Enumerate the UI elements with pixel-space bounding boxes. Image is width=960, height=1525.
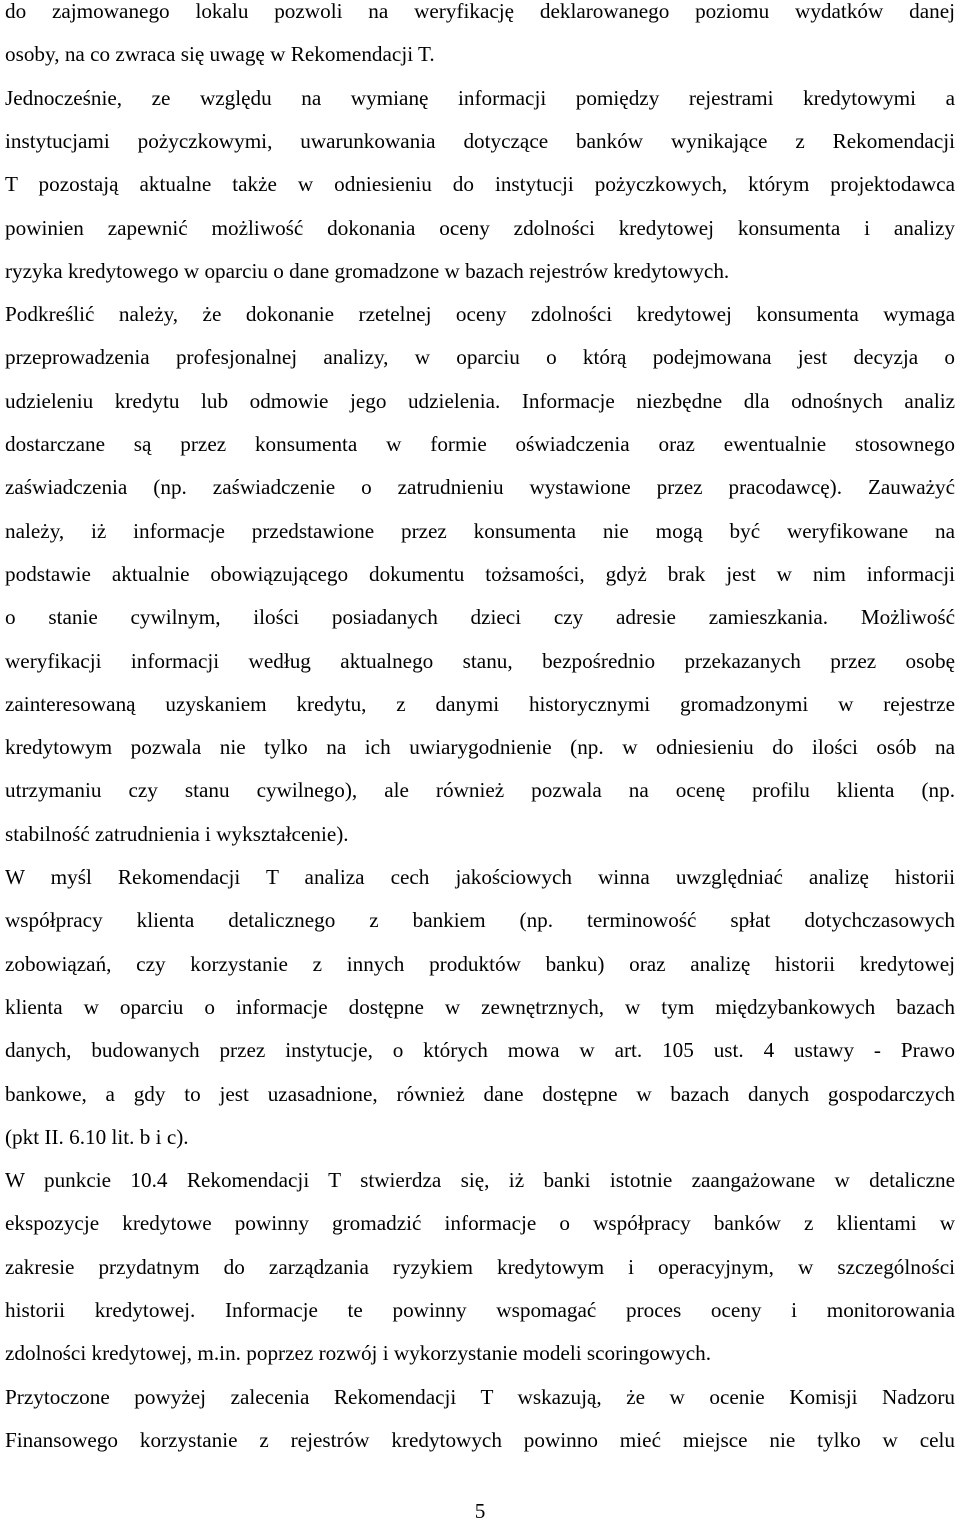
body-text-line: bankowe, a gdy to jest uzasadnione, również dane dostępne w bazach danych gospodarczych	[5, 1081, 955, 1106]
body-text-line: dostarczane są przez konsumenta w formie oświadczenia oraz ewentualnie stosownego	[5, 432, 955, 456]
body-text-line: Jednocześnie, ze względu na wymianę informacji pomiędzy rejestrami kredytowymi a	[5, 85, 955, 110]
body-text-line: klienta w oparciu o informacje dostępne w zewnętrznych, w tym międzybankowych bazach	[5, 994, 955, 1019]
body-text-line: ekspozycje kredytowe powinny gromadzić informacje o współpracy banków z klientami w	[5, 1211, 955, 1236]
body-text-line: danych, budowanych przez instytucje, o których mowa w art. 105 ust. 4 ustawy - Prawo	[5, 1038, 955, 1063]
body-text-line: W punkcie 10.4 Rekomendacji T stwierdza się, iż banki istotnie zaangażowane w detaliczne	[5, 1168, 955, 1193]
body-text-line: stabilność zatrudnienia i wykształcenie).	[5, 821, 349, 846]
body-text-line: należy, iż informacje przedstawione przez konsumenta nie mogą być weryfikowane na	[5, 518, 955, 543]
page-number: 5	[474, 1499, 486, 1523]
body-text-line: zobowiązań, czy korzystanie z innych produktów banku) oraz analizę historii kredytowej	[5, 951, 955, 976]
body-text-line: o stanie cywilnym, ilości posiadanych dzieci czy adresie zamieszkania. Możliwość	[5, 605, 955, 630]
body-text-line: zakresie przydatnym do zarządzania ryzykiem kredytowym i operacyjnym, w szczególności	[5, 1254, 955, 1279]
body-text-line: instytucjami pożyczkowymi, uwarunkowania dotyczące banków wynikające z Rekomendacji	[5, 128, 955, 153]
body-text-line: zdolności kredytowej, m.in. poprzez rozwój i wykorzystanie modeli scoringowych.	[5, 1341, 712, 1366]
body-text-line: przeprowadzenia profesjonalnej analizy, w oparciu o którą podejmowana jest decyzja o	[5, 345, 955, 370]
body-text-line: do zajmowanego lokalu pozwoli na weryfikację deklarowanego poziomu wydatków danej	[5, 0, 955, 23]
body-text-line: zainteresowaną uzyskaniem kredytu, z danymi historycznymi gromadzonymi w rejestrze	[5, 691, 955, 716]
body-text-line: Przytoczone powyżej zalecenia Rekomendacji T wskazują, że w ocenie Komisji Nadzoru	[5, 1384, 955, 1409]
body-text-line: osoby, na co zwraca się uwagę w Rekomendacji T.	[5, 42, 435, 67]
body-text-line: Finansowego korzystanie z rejestrów kredytowych powinno mieć miejsce nie tylko w celu	[5, 1427, 955, 1452]
body-text-line: (pkt II. 6.10 lit. b i c).	[5, 1124, 189, 1149]
body-text-line: udzieleniu kredytu lub odmowie jego udzielenia. Informacje niezbędne dla odnośnych analiz	[5, 388, 955, 413]
body-text-line: powinien zapewnić możliwość dokonania oceny zdolności kredytowej konsumenta i analizy	[5, 215, 955, 240]
body-text-line: współpracy klienta detalicznego z bankiem (np. terminowość spłat dotychczasowych	[5, 908, 955, 933]
body-text-line: utrzymaniu czy stanu cywilnego), ale również pozwala na ocenę profilu klienta (np.	[5, 778, 955, 803]
body-text-line: Podkreślić należy, że dokonanie rzetelnej oceny zdolności kredytowej konsumenta wymaga	[5, 302, 955, 327]
body-text-line: podstawie aktualnie obowiązującego dokumentu tożsamości, gdyż brak jest w nim informacji	[5, 561, 955, 586]
body-text-line: kredytowym pozwala nie tylko na ich uwiarygodnienie (np. w odniesieniu do ilości osób na	[5, 735, 955, 760]
body-text-line: W myśl Rekomendacji T analiza cech jakościowych winna uwzględniać analizę historii	[5, 865, 955, 889]
body-text-line: weryfikacji informacji według aktualnego stanu, bezpośrednio przekazanych przez osobę	[5, 648, 955, 673]
body-text-line: ryzyka kredytowego w oparciu o dane gromadzone w bazach rejestrów kredytowych.	[5, 258, 730, 283]
body-text-line: T pozostają aktualne także w odniesieniu do instytucji pożyczkowych, którym projektodawca	[5, 172, 955, 197]
body-text-line: historii kredytowej. Informacje te powinny wspomagać proces oceny i monitorowania	[5, 1298, 955, 1322]
body-text-line: zaświadczenia (np. zaświadczenie o zatrudnieniu wystawione przez pracodawcę). Zauważyć	[5, 475, 955, 500]
